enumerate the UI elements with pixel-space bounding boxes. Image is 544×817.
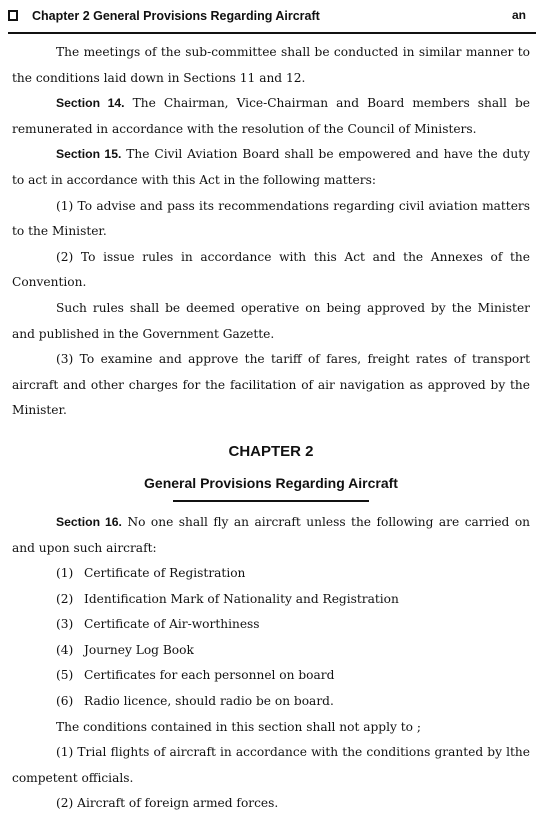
chapter-heading: CHAPTER 2	[228, 442, 314, 460]
section-15-item-1: (1) To advise and pass its recommendations regarding civil aviation matters to the Minister.	[12, 198, 530, 239]
list-item-number: (2)	[56, 591, 74, 606]
section-15-item-3: (3) To examine and approve the tariff of fares, freight rates of transport aircraft and other charges for the facilitation of air navigation as approved by the Minister.	[12, 352, 530, 418]
exception-item-1: (1) Trial flights of aircraft in accordance with the conditions granted by lthe competent officials.	[12, 745, 530, 785]
list-item-number: (4)	[56, 642, 74, 657]
section-16-text: No one shall fly an aircraft unless the following are carried on and upon such aircraft:	[12, 514, 531, 555]
page-body	[12, 40, 530, 817]
list-item	[12, 689, 530, 715]
section-15-label: Section 15.	[56, 147, 122, 162]
list-item-text: Identification Mark of Nationality and Registration	[84, 591, 399, 606]
list-item-text: Journey Log Book	[84, 642, 194, 657]
section-16-label: Section 16.	[56, 514, 122, 529]
section-15-item-2-note: Such rules shall be deemed operative on being approved by the Minister and published in the Government Gazette.	[12, 300, 530, 341]
list-item-number: (3)	[56, 617, 74, 632]
section-15	[12, 142, 530, 193]
list-item-number: (5)	[56, 668, 74, 683]
page-header	[0, 0, 544, 34]
exception-item-2: (2) Aircraft of foreign armed forces.	[56, 796, 279, 811]
section-14	[12, 91, 530, 142]
list-item	[12, 612, 530, 638]
list-item	[12, 561, 530, 587]
checkbox-icon	[8, 10, 18, 21]
section-14-label: Section 14.	[56, 96, 125, 111]
list-item-text: Certificate of Registration	[84, 566, 246, 581]
list-item-text: Certificates for each personnel on board	[84, 668, 335, 683]
list-item-text: Certificate of Air-worthiness	[84, 617, 260, 632]
list-item-number: (6)	[56, 694, 74, 709]
list-item	[12, 638, 530, 664]
page-mark: an	[512, 8, 527, 22]
list-item-number: (1)	[56, 566, 74, 581]
list-item	[12, 587, 530, 613]
paragraph-meetings: The meetings of the sub-committee shall be conducted in similar manner to the conditions laid down in Sections 11 and 12.	[12, 45, 530, 85]
header-rule	[8, 32, 536, 34]
chapter-rule	[173, 500, 369, 502]
list-item	[12, 663, 530, 689]
required-documents-list	[12, 561, 530, 715]
section-14-text: The Chairman, Vice-Chairman and Board members shall be remunerated in accordance with the resolution of the Council of Ministers.	[12, 96, 531, 136]
running-title: Chapter 2 General Provisions Regarding Aircraft	[32, 9, 320, 23]
section-16	[12, 510, 530, 561]
conditions-paragraph: The conditions contained in this section shall not apply to ;	[56, 719, 421, 734]
chapter-subheading: General Provisions Regarding Aircraft	[144, 474, 398, 491]
list-item-text: Radio licence, should radio be on board.	[84, 694, 334, 709]
section-15-item-2: (2) To issue rules in accordance with this Act and the Annexes of the Convention.	[12, 249, 530, 290]
section-15-text: The Civil Aviation Board shall be empowered and have the duty to act in accordance with this Act in the following matters:	[12, 147, 530, 187]
